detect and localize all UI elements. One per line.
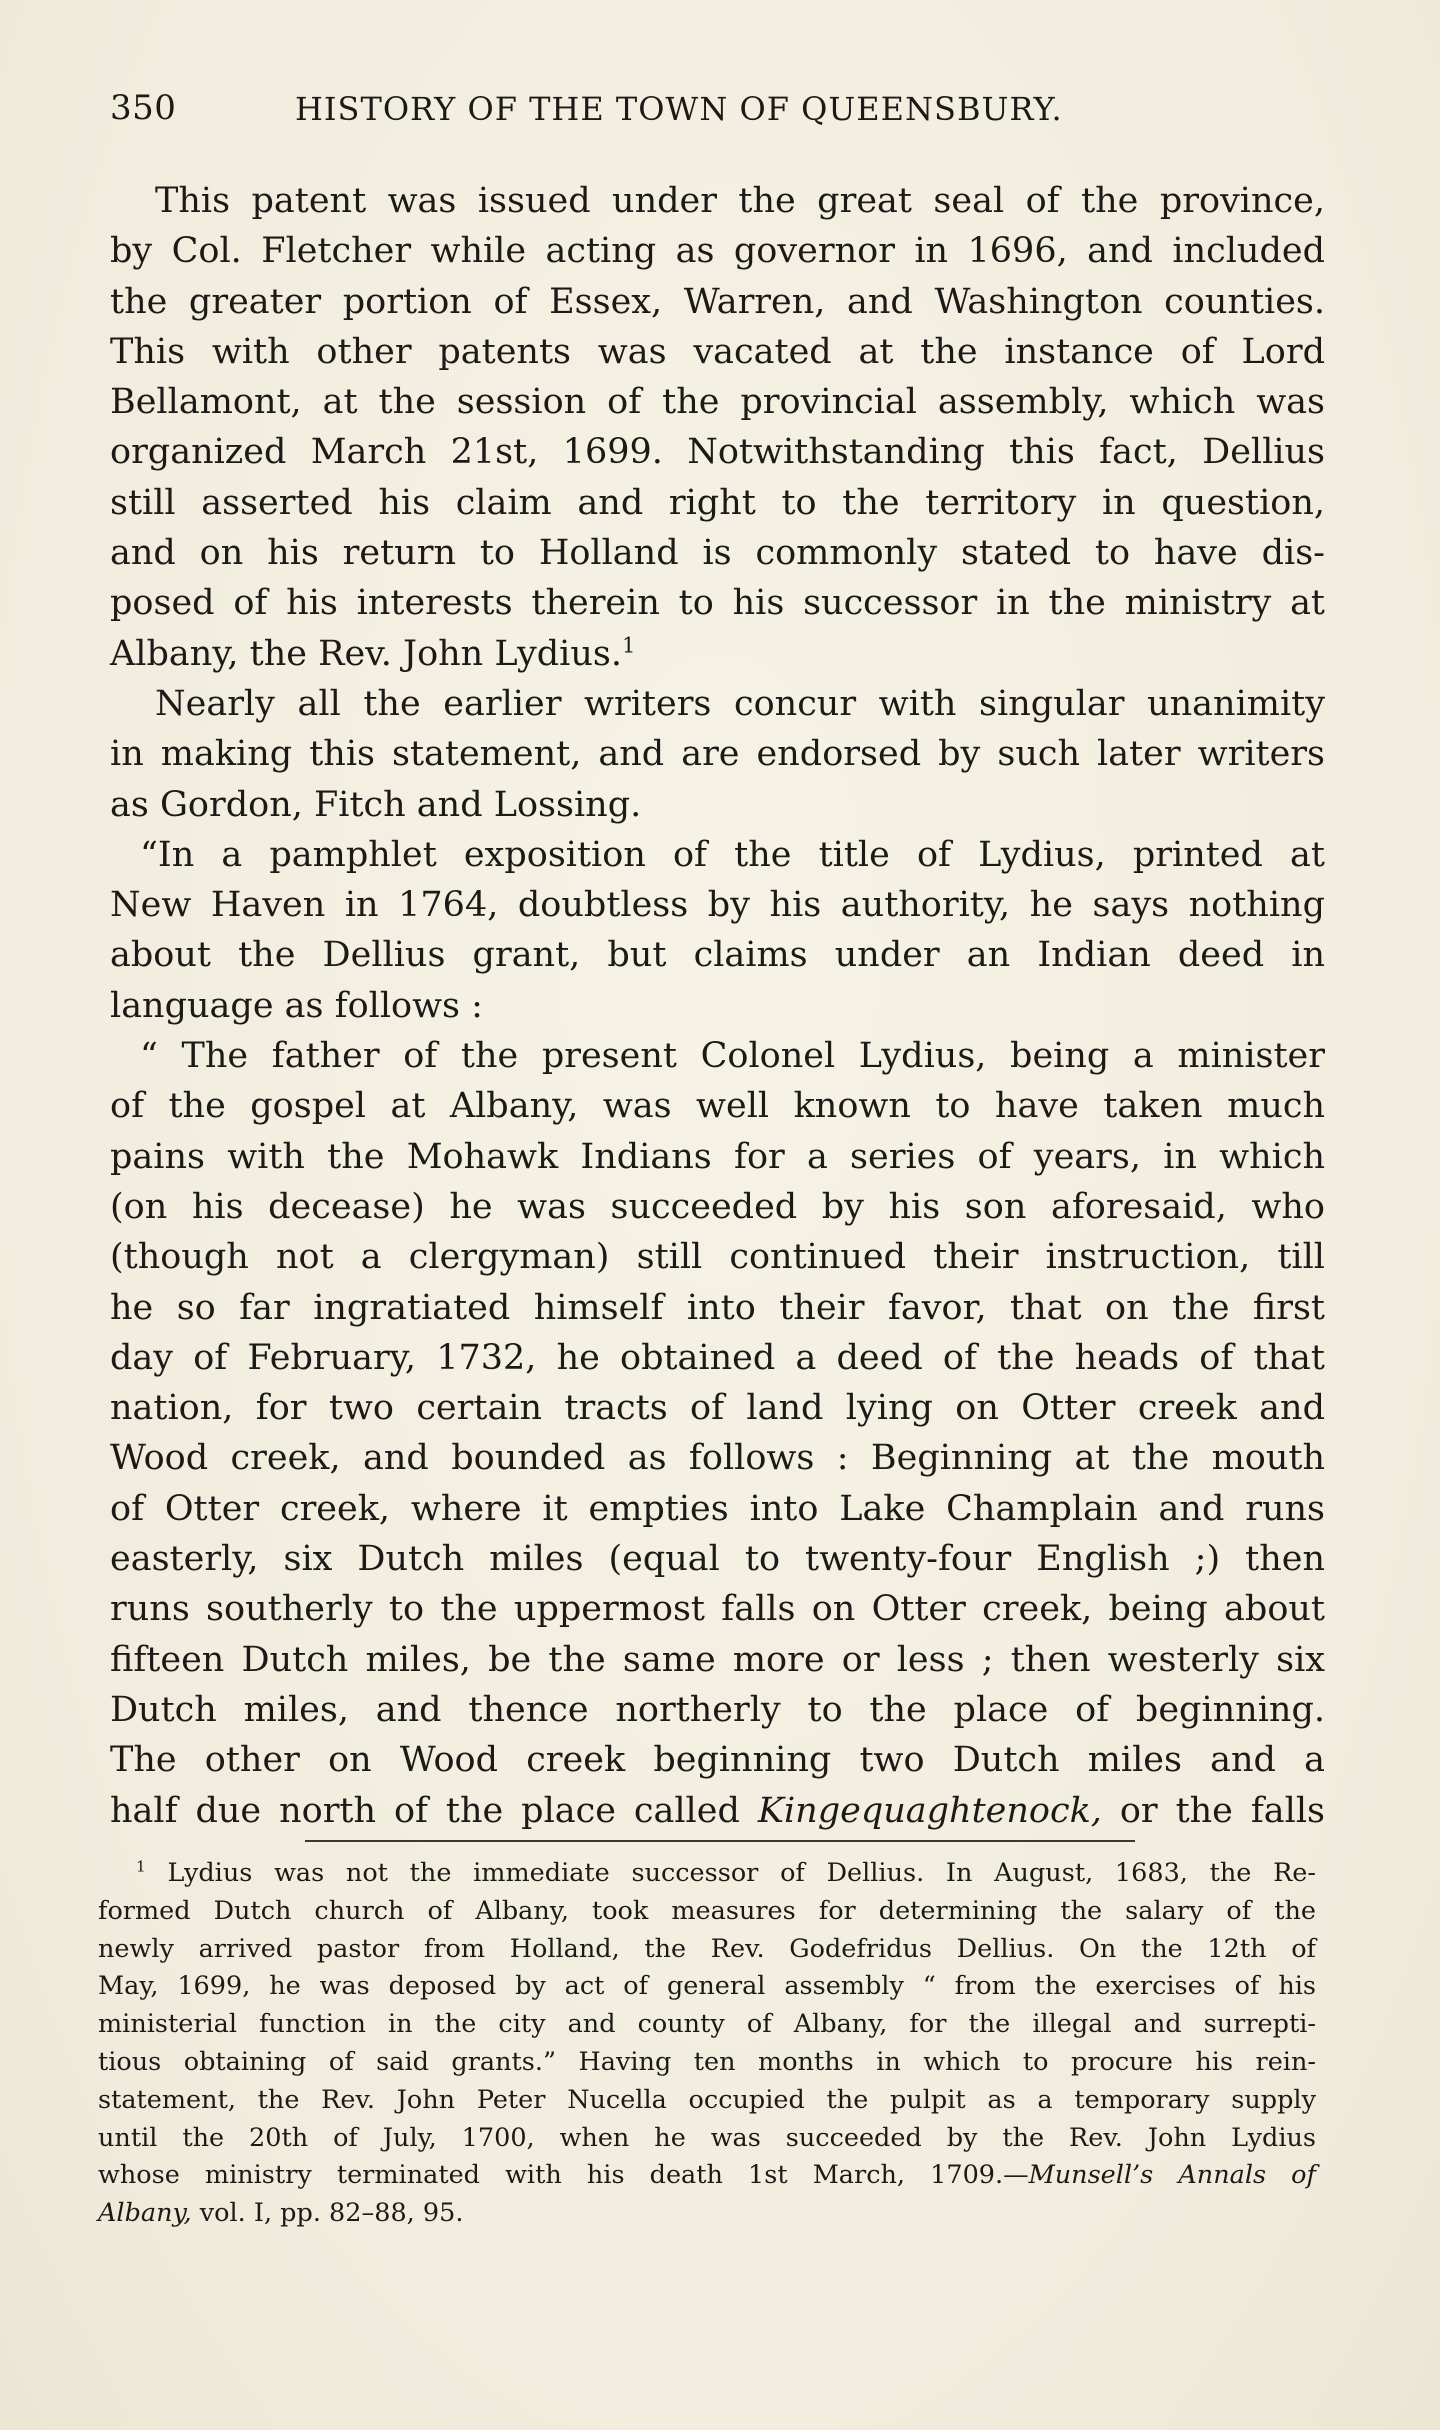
body-line: nation, for two certain tracts of land lying on Otter creek and xyxy=(110,1388,1325,1429)
footnote-line-text: Lydius was not the immediate successor of Dellius. In August, 1683, the Re- xyxy=(167,1858,1317,1888)
body-line: he so far ingratiated himself into their favor, that on the first xyxy=(110,1287,1325,1328)
body-line: fifteen Dutch miles, be the same more or less ; then westerly six xyxy=(110,1639,1325,1680)
body-line: New Haven in 1764, doubtless by his authority, he says nothing xyxy=(110,885,1325,926)
footnote-line xyxy=(98,2195,1316,2233)
body-line xyxy=(110,1786,1325,1836)
body-line: Bellamont, at the session of the provincial assembly, which was xyxy=(110,382,1325,423)
footnote xyxy=(98,1855,1316,2233)
body-line: pains with the Mohawk Indians for a series of years, in which xyxy=(110,1136,1325,1177)
place-name-italic: Kingequaghtenock, xyxy=(757,1790,1102,1831)
footnote-line: until the 20th of July, 1700, when he was succeeded by the Rev. John Lydius xyxy=(98,2122,1316,2153)
page-number: 350 xyxy=(110,88,177,128)
body-line: still asserted his claim and right to the territory in question, xyxy=(110,482,1325,523)
citation-italic: Albany, xyxy=(98,2198,192,2229)
body-line: This with other patents was vacated at the instance of Lord xyxy=(110,331,1325,372)
body-line-text: half due north of the place called xyxy=(110,1790,758,1831)
body-line: as Gordon, Fitch and Lossing. xyxy=(110,784,642,825)
footnote-line: tious obtaining of said grants.” Having ten months in which to procure his rein- xyxy=(98,2046,1316,2077)
body-line: Dutch miles, and thence northerly to the place of beginning. xyxy=(110,1689,1325,1730)
footnote-line: ministerial function in the city and county of Albany, for the illegal and surrepti- xyxy=(98,2009,1316,2040)
body-line: “In a pamphlet exposition of the title of Lydius, printed at xyxy=(140,834,1325,875)
body-line: “ The father of the present Colonel Lydius, being a minister xyxy=(140,1036,1325,1077)
body-line: This patent was issued under the great seal of the province, xyxy=(155,181,1325,221)
footnote-line: newly arrived pastor from Holland, the Rev. Godefridus Dellius. On the 12th of xyxy=(98,1933,1316,1964)
footnote-line: formed Dutch church of Albany, took measures for determining the salary of the xyxy=(98,1895,1316,1926)
footnote-line xyxy=(98,1855,1316,1893)
footnote-marker: 1 xyxy=(136,1857,146,1876)
footnote-line-text: whose ministry terminated with his death 1st March, 1709.— xyxy=(98,2160,1029,2191)
body-line: in making this statement, and are endorsed by such later writers xyxy=(110,734,1325,775)
body-line: (though not a clergyman) still continued their instruction, till xyxy=(110,1237,1325,1278)
footnote-line xyxy=(98,2157,1316,2195)
body-line: of Otter creek, where it empties into Lake Champlain and runs xyxy=(110,1488,1325,1529)
body-line xyxy=(110,629,1325,679)
footnote-line-text: vol. I, pp. 82–88, 95. xyxy=(191,2198,464,2229)
body-line: organized March 21st, 1699. Notwithstanding this fact, Dellius xyxy=(110,432,1325,473)
body-line: The other on Wood creek beginning two Dutch miles and a xyxy=(110,1740,1325,1781)
body-line: and on his return to Holland is commonly stated to have dis- xyxy=(110,533,1325,574)
body-line: day of February, 1732, he obtained a deed of the heads of that xyxy=(110,1337,1325,1378)
body-line-text: Albany, the Rev. John Lydius. xyxy=(110,633,622,674)
body-line: runs southerly to the uppermost falls on Otter creek, being about xyxy=(110,1589,1325,1630)
body-line: posed of his interests therein to his successor in the ministry at xyxy=(110,583,1325,624)
running-head xyxy=(110,88,1325,138)
body-line: of the gospel at Albany, was well known to have taken much xyxy=(110,1086,1325,1127)
footnote-reference: 1 xyxy=(621,633,636,658)
body-line: language as follows : xyxy=(110,985,483,1026)
body-line: Nearly all the earlier writers concur with singular unanimity xyxy=(155,683,1325,724)
body-line: Wood creek, and bounded as follows : Beginning at the mouth xyxy=(110,1438,1325,1479)
footnote-line: statement, the Rev. John Peter Nucella occupied the pulpit as a temporary supply xyxy=(98,2084,1316,2115)
running-title: HISTORY OF THE TOWN OF QUEENSBURY. xyxy=(295,90,1063,128)
body-line: (on his decease) he was succeeded by his son aforesaid, who xyxy=(110,1186,1325,1227)
body-line: by Col. Fletcher while acting as governor in 1696, and included xyxy=(110,231,1325,272)
footnote-rule xyxy=(305,1840,1135,1842)
body-line: easterly, six Dutch miles (equal to twenty-four English ;) then xyxy=(110,1539,1325,1580)
footnote-line: May, 1699, he was deposed by act of general assembly “ from the exercises of his xyxy=(98,1971,1316,2002)
body-line: the greater portion of Essex, Warren, and Washington counties. xyxy=(110,281,1325,322)
body-line-text: or the falls xyxy=(1101,1790,1325,1831)
citation-italic: Munsell’s Annals of xyxy=(1028,2160,1316,2191)
body-line: about the Dellius grant, but claims under an Indian deed in xyxy=(110,935,1325,976)
body-text xyxy=(110,176,1325,1836)
